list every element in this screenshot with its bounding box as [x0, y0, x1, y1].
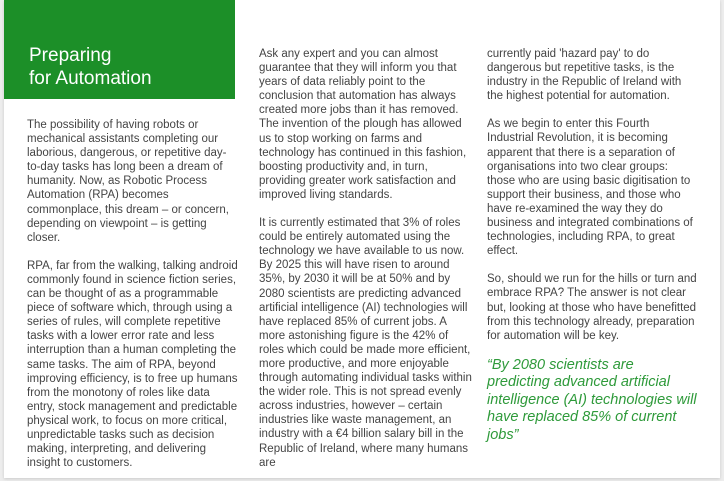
column-1: [27, 118, 239, 478]
paragraph: So, should we run for the hills or turn and embrace RPA? The answer is not clear but, looking at those who have benefitted from this technology already, preparation for automation will be key.: [487, 273, 697, 342]
paragraph: RPA, far from the walking, talking android commonly found in science fiction series, can be thought of as a programmable piece of software which, through using a series of rules, will complete repetitive tasks with a lower error rate and less interruption than a human completing the same tasks. The aim of RPA, beyond improving efficiency, is to free up humans from the monotony of roles like data entry, stock management and predictable physical work, to focus on more critical, unpredictable tasks such as decision making, interpreting, and delivering insight to customers.: [27, 259, 238, 470]
title-line-1: Preparing: [29, 45, 112, 66]
column-2: [259, 47, 473, 478]
title-banner: [4, 0, 235, 99]
column-3: [487, 47, 697, 458]
paragraph: Ask any expert and you can almost guarantee that they will inform you that years of data reliably point to the conclusion that automation has always created more jobs than it has removed. The invention of the plough has allowed us to stop working on farms and technology has continued in this fashion, boosting productivity and, in turn, providing greater work satisfaction and improved living standards.: [259, 48, 467, 201]
title-line-2: for Automation: [29, 68, 152, 89]
pull-quote: “By 2080 scientists are predicting advanced artificial intelligence (AI) technologies will have replaced 85% of current jobs”: [487, 356, 697, 443]
paragraph: The possibility of having robots or mechanical assistants completing our laborious, dangerous, or repetitive day-to-day tasks has long been a dream of humanity. Now, as Robotic Process Automation (RPA) becomes commonplace, this dream – or concern, depending on viewpoint – is getting closer.: [27, 119, 229, 244]
article-title: [29, 44, 152, 90]
paragraph: As we begin to enter this Fourth Industrial Revolution, it is becoming apparent that there is a separation of organisations into two clear groups: those who are using basic digitisation to support their business, and those who have re-examined the way they do business and integrated combinations of technologies, including RPA, to great effect.: [487, 118, 693, 258]
paragraph: It is currently estimated that 3% of roles could be entirely automated using the technology we have available to us now. By 2025 this will have risen to around 35%, by 2030 it will be at 50% and by 2080 scientists are predicting advanced artificial intelligence (AI) technologies will have replaced 85% of current jobs. A more astonishing figure is the 42% of roles which could be made more efficient, more productive, and more enjoyable through automating individual tasks within the wider role. This is not spread evenly across industries, however – certain industries like waste management, an industry with a €4 billion salary bill in the Republic of Ireland, where many humans are: [259, 217, 472, 469]
article-page: [4, 0, 720, 478]
paragraph: currently paid 'hazard pay' to do dangerous but repetitive tasks, is the industry in the Republic of Ireland with the highest potential for automation.: [487, 48, 682, 103]
